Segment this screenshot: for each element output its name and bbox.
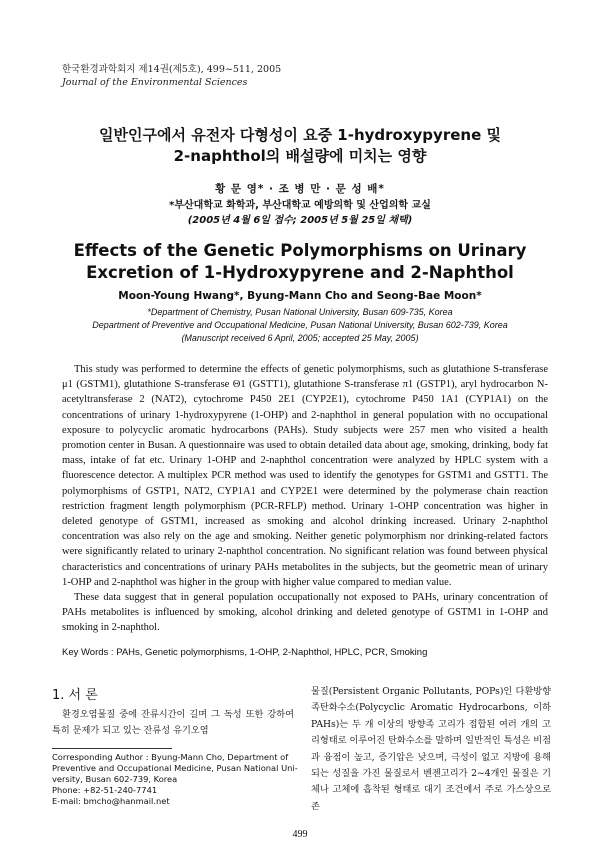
corr-phone: Phone: +82-51-240-7741: [52, 785, 158, 795]
journal-name-en: Journal of the Environmental Sciences: [62, 77, 248, 88]
english-affiliation-1: *Department of Chemistry, Pusan National University, Busan 609-735, Korea: [147, 307, 453, 317]
footnote-divider: [52, 748, 172, 749]
english-title-line1: Effects of the Genetic Polymorphisms on Urinary: [73, 241, 527, 260]
abstract-paragraph-1: This study was performed to determine the effects of genetic polymorphisms, such as glutathione S-transferase μ1 (GSTM1), glutathione S-transferase Θ1 (GSTT1), glutathione S-transferase π1 (GSTP1), aryl hydrocarbon N-acetyltransferase 2 (NAT2), cytochrome P450 2E1 (CYP2E1), cytochrome P450 1A1 (CYP1A1) on the concentrations of urinary 1-hydroxypyrene (1-OHP) and 2-naphthol in general population with no occupational exposure to polycyclic aromatic hydrocarbons (PAHs). Study subjects were 257 men who visited a health promotion center in Busan. A questionnaire was used to obtain detailed data about age, smoking, drinking, body fat mass, intake of fat etc. Urinary 1-OHP and 2-naphthol concentration were analyzed by HPLC system with a fluorescence detector. A multiplex PCR method was used to identify the genotypes for GSTM1 and GSTT1. The polymorphisms of GSTP1, NAT2, CYP1A1 and CYP2E1 were determined by the polymerase chain reaction restriction fragment length polymorphism (PCR-RFLP) method. Urinary 1-OHP concentration was higher in deleted genotype of GSTM1, increased as smoking and alcohol drinking increased. Urinary 2-naphthol concentration was also rely on the age and smoking. Neither genetic polymorphism nor drinking-related factors were significantly related to urinary 2-naphthol concentration. No significant relation was found between physical characteristics and concentrations of urinary PAHs metabolites in the subjects, but the geometric mean of urinary 1-OHP and 2-naphthol was higher in the group with higher value compared to median value.: [62, 364, 548, 588]
english-received-date: (Manuscript received 6 April, 2005; accepted 25 May, 2005): [181, 333, 419, 343]
journal-header: [62, 63, 281, 89]
korean-affiliation: *부산대학교 화학과, 부산대학교 예방의학 및 산업의학 교실: [169, 200, 431, 211]
corresponding-author-footnote: [52, 752, 298, 807]
journal-citation-ko: 한국환경과학회지 제14권(제5호), 499~511, 2005: [62, 64, 282, 75]
introduction-text: 환경오염물질 중에 잔류시간이 길며 그 독성 또한 강하여 특히 문제가 되고 있는 잔류성 유기오염: [52, 709, 294, 736]
corr-line-2: Preventive and Occupational Medicine, Pusan National Uni-: [52, 763, 298, 773]
corr-line-3: versity, Busan 602-739, Korea: [52, 774, 178, 784]
keywords: Key Words : PAHs, Genetic polymorphisms, 1-OHP, 2-Naphthol, HPLC, PCR, Smoking: [62, 647, 428, 658]
abstract: [62, 362, 548, 636]
corr-line-1: Corresponding Author : Byung-Mann Cho, Department of: [52, 752, 289, 762]
left-column: [52, 684, 294, 739]
page-number: 499: [292, 829, 308, 840]
right-column-text: 물질(Persistent Organic Pollutants, POPs)인 다환방향족탄화수소(Polycyclic Aromatic Hydrocarbons, 이하 PAHs)는 두 개 이상의 방향족 고리가 접합된 여러 개의 고리형태로 이루어진 탄화수소를 말하며 일반적인 특성은 비점과 융점이 높고, 증기압은 낮으며, 극성이 없고 지방에 용해되는 성질을 가진 물질로서 벤젠고리가 2~4개인 물질은 기체나 고체에 흡착된 형태로 대기 조건에서 주로 가스상으로 존: [311, 686, 551, 812]
english-affiliation-2: Department of Preventive and Occupational Medicine, Pusan National University, Busan 602-739, Korea: [92, 320, 508, 330]
korean-title-line2: 2-naphthol의 배설량에 미치는 영향: [173, 147, 427, 165]
korean-received-date: (2005년 4월 6일 접수; 2005년 5월 25일 채택): [187, 215, 413, 226]
english-authors: Moon-Young Hwang*, Byung-Mann Cho and Seong-Bae Moon*: [118, 290, 482, 302]
korean-authors: 황 문 영* · 조 병 만 · 문 성 배*: [215, 183, 385, 195]
corr-email: E-mail: bmcho@hanmail.net: [52, 796, 170, 806]
section-heading-introduction: 1. 서 론: [52, 688, 98, 703]
english-title-line2: Excretion of 1-Hydroxypyrene and 2-Naphthol: [86, 263, 514, 282]
abstract-paragraph-2: These data suggest that in general population occupationally not exposed to PAHs, urinary concentration of PAHs metabolites is influenced by smoking, alcohol drinking and deleted genotype of GSTM1 in 1-OHP and smoking in 2-naphthol.: [62, 592, 548, 634]
korean-title-line1: 일반인구에서 유전자 다형성이 요중 1-hydroxypyrene 및: [99, 126, 501, 144]
